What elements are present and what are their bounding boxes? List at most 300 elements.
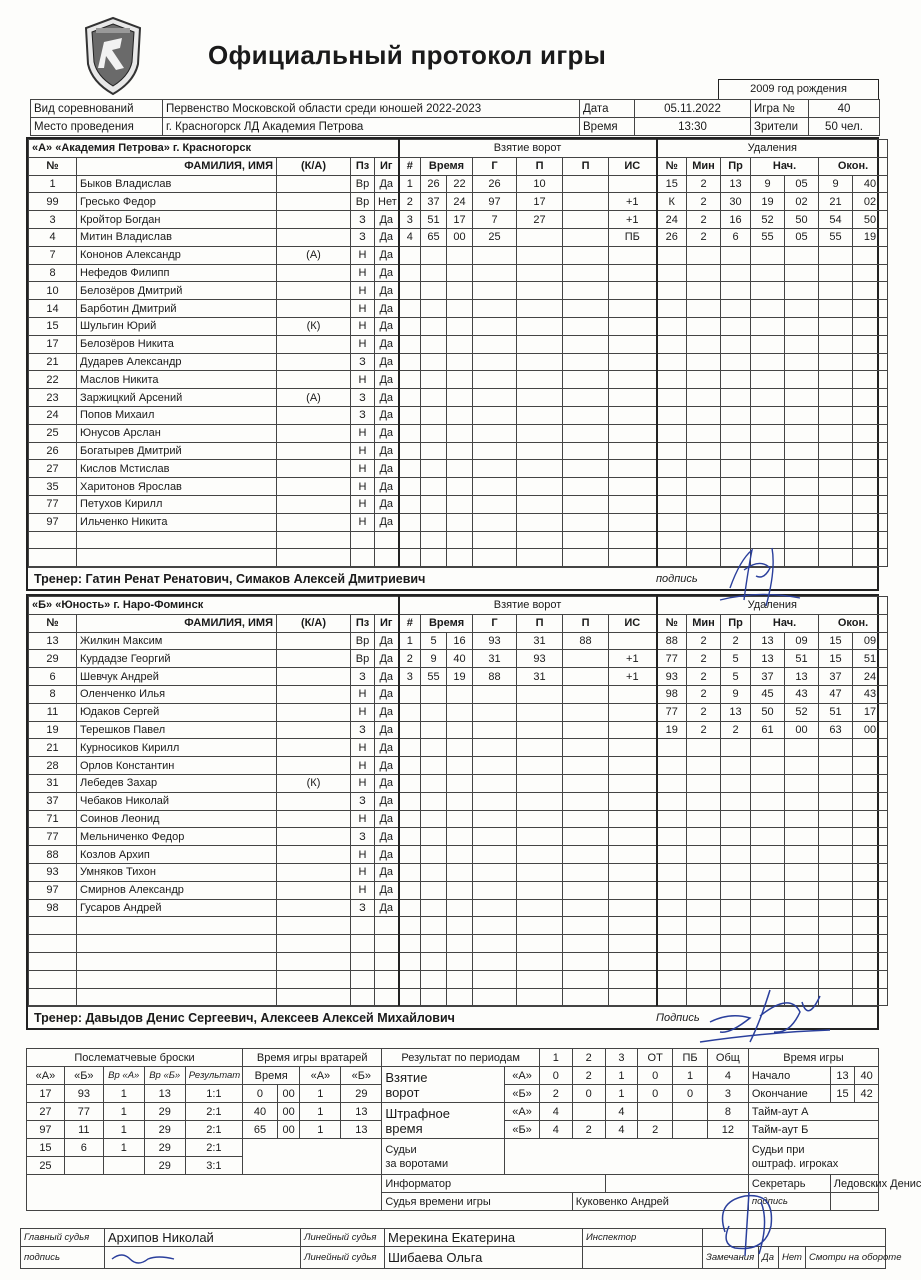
goal-second <box>447 988 473 1006</box>
goal-assist-1 <box>517 810 563 828</box>
goal-assist-1 <box>517 917 563 935</box>
goal-assist-1: 27 <box>517 211 563 229</box>
player-captain-mark <box>277 899 351 917</box>
player-number: 77 <box>29 828 77 846</box>
player-played: Да <box>375 460 399 478</box>
goal-assist-1 <box>517 757 563 775</box>
goal-assist-1 <box>517 371 563 389</box>
penalty-minutes <box>687 952 721 970</box>
player-name: Митин Владислав <box>77 228 277 246</box>
penalty-start-sec <box>785 460 819 478</box>
player-name: Гресько Федор <box>77 193 277 211</box>
penalty-end-sec <box>853 757 888 775</box>
penalty-player <box>657 863 687 881</box>
penalty-start-sec <box>785 442 819 460</box>
goal-situation <box>609 970 657 988</box>
table-row <box>29 792 888 810</box>
penalty-reason <box>721 863 751 881</box>
penalty-start-min <box>751 952 785 970</box>
goal-minute <box>421 317 447 335</box>
player-position <box>351 952 375 970</box>
coach-signature-label: подпись <box>656 573 698 586</box>
penalty-end-min: 63 <box>819 721 853 739</box>
penalty-end-min: 15 <box>819 632 853 650</box>
table-row <box>29 650 888 668</box>
penalty-end-sec <box>853 863 888 881</box>
goal-number: 1 <box>399 632 421 650</box>
table-row <box>29 406 888 424</box>
penalty-end-min: 51 <box>819 703 853 721</box>
goal-second <box>447 317 473 335</box>
player-played: Да <box>375 371 399 389</box>
goal-assist-1 <box>517 846 563 864</box>
penalties-section-header: Удаления <box>657 597 888 615</box>
goal-scorer <box>473 685 517 703</box>
penalty-reason: 2 <box>721 632 751 650</box>
penalty-minutes: 2 <box>687 211 721 229</box>
player-position: Н <box>351 246 375 264</box>
player-number: 4 <box>29 228 77 246</box>
player-played: Да <box>375 478 399 496</box>
goal-situation <box>609 792 657 810</box>
penalty-start-sec <box>785 264 819 282</box>
penalty-player <box>657 935 687 953</box>
penalty-reason <box>721 264 751 282</box>
penalty-player <box>657 881 687 899</box>
penalty-minutes <box>687 317 721 335</box>
penalty-start-sec: 00 <box>785 721 819 739</box>
player-position: Н <box>351 282 375 300</box>
penalty-start-min: 19 <box>751 193 785 211</box>
penalty-end-sec <box>853 774 888 792</box>
penalty-start-min <box>751 792 785 810</box>
pim-b-ot: 2 <box>638 1121 673 1139</box>
table-row <box>29 228 888 246</box>
shootout-cell: 1 <box>103 1085 144 1103</box>
penalty-reason: 2 <box>721 721 751 739</box>
date-value: 05.11.2022 <box>635 100 751 118</box>
penalty-start-min: 37 <box>751 668 785 686</box>
penalty-reason <box>721 282 751 300</box>
player-played: Да <box>375 335 399 353</box>
table-row <box>29 810 888 828</box>
col-assist-2: П <box>563 157 609 175</box>
end-label: Окончание <box>748 1085 830 1103</box>
penalty-reason: 9 <box>721 685 751 703</box>
player-played: Да <box>375 442 399 460</box>
shootout-cell: 29 <box>144 1157 185 1175</box>
penalty-end-min <box>819 264 853 282</box>
col-situation: ИС <box>609 614 657 632</box>
col-penalty-start: Нач. <box>751 157 819 175</box>
goalie-cell: 00 <box>277 1103 300 1121</box>
goal-second <box>447 495 473 513</box>
goal-assist-2 <box>563 721 609 739</box>
goal-assist-2 <box>563 739 609 757</box>
penalty-start-min <box>751 846 785 864</box>
goal-situation <box>609 300 657 318</box>
col-penalty-number: № <box>657 157 687 175</box>
player-position: Н <box>351 739 375 757</box>
penalty-player <box>657 353 687 371</box>
penalty-end-min: 21 <box>819 193 853 211</box>
goal-scorer <box>473 792 517 810</box>
goal-minute: 26 <box>421 175 447 193</box>
goal-situation <box>609 460 657 478</box>
penalty-player <box>657 317 687 335</box>
goal-number <box>399 335 421 353</box>
goal-minute <box>421 353 447 371</box>
col-position: Пз <box>351 157 375 175</box>
goal-scorer <box>473 810 517 828</box>
penalty-start-sec: 50 <box>785 211 819 229</box>
goal-number <box>399 246 421 264</box>
penalty-start-sec <box>785 424 819 442</box>
player-number: 3 <box>29 211 77 229</box>
player-name: Курносиков Кирилл <box>77 739 277 757</box>
penalty-player <box>657 988 687 1006</box>
col-name: ФАМИЛИЯ, ИМЯ <box>77 157 277 175</box>
goal-assist-1 <box>517 531 563 549</box>
goal-assist-2 <box>563 264 609 282</box>
penalty-player: 26 <box>657 228 687 246</box>
penalty-start-sec <box>785 810 819 828</box>
goal-second <box>447 757 473 775</box>
penalty-start-min <box>751 881 785 899</box>
player-position: Н <box>351 881 375 899</box>
goal-assist-2 <box>563 970 609 988</box>
goal-assist-2 <box>563 935 609 953</box>
penalty-minutes <box>687 495 721 513</box>
player-captain-mark <box>277 935 351 953</box>
penalty-end-min <box>819 549 853 567</box>
shootout-cell: 97 <box>27 1121 65 1139</box>
penalty-minutes <box>687 881 721 899</box>
referee-signature-label: подпись <box>21 1247 105 1269</box>
goal-scorer <box>473 424 517 442</box>
penalty-reason <box>721 353 751 371</box>
goal-number <box>399 460 421 478</box>
player-name: Юнусов Арслан <box>77 424 277 442</box>
penalty-end-sec <box>853 317 888 335</box>
goal-assist-1 <box>517 389 563 407</box>
referee-label: Главный судья <box>21 1229 105 1247</box>
goal-assist-2 <box>563 193 609 211</box>
penalty-end-min: 9 <box>819 175 853 193</box>
player-name <box>77 531 277 549</box>
penalty-start-sec <box>785 881 819 899</box>
player-captain-mark <box>277 513 351 531</box>
goal-second <box>447 478 473 496</box>
penalty-start-sec <box>785 917 819 935</box>
table-row <box>29 211 888 229</box>
penalty-start-min <box>751 282 785 300</box>
goal-scorer <box>473 952 517 970</box>
player-position <box>351 970 375 988</box>
table-row <box>29 863 888 881</box>
player-position: Н <box>351 335 375 353</box>
penalty-start-sec <box>785 406 819 424</box>
player-number: 35 <box>29 478 77 496</box>
penalty-start-min <box>751 460 785 478</box>
player-name <box>77 935 277 953</box>
penalty-reason <box>721 899 751 917</box>
pim-row-label: Штрафное время <box>382 1103 505 1139</box>
penalty-end-min: 47 <box>819 685 853 703</box>
shootout-cell: 6 <box>64 1139 103 1157</box>
goal-assist-1 <box>517 988 563 1006</box>
goal-situation <box>609 389 657 407</box>
player-captain-mark <box>277 632 351 650</box>
player-played: Да <box>375 246 399 264</box>
goal-number <box>399 406 421 424</box>
goal-assist-2 <box>563 478 609 496</box>
penalty-minutes <box>687 757 721 775</box>
player-position <box>351 917 375 935</box>
penalty-reason: 30 <box>721 193 751 211</box>
goal-assist-1 <box>517 952 563 970</box>
player-captain-mark <box>277 282 351 300</box>
player-played: Да <box>375 211 399 229</box>
player-played: Да <box>375 353 399 371</box>
player-captain-mark <box>277 828 351 846</box>
penalty-end-min <box>819 846 853 864</box>
goal-situation <box>609 774 657 792</box>
penalty-player <box>657 513 687 531</box>
player-number <box>29 970 77 988</box>
pim-team-b: «Б» <box>505 1121 540 1139</box>
goal-number: 2 <box>399 193 421 211</box>
signature-icon <box>705 1182 795 1262</box>
penalty-end-min: 55 <box>819 228 853 246</box>
penalty-reason <box>721 317 751 335</box>
timekeeper-signature <box>830 1193 878 1211</box>
goal-assist-1: 93 <box>517 650 563 668</box>
player-number: 97 <box>29 881 77 899</box>
shootout-cell: 2:1 <box>185 1103 242 1121</box>
player-position: Н <box>351 424 375 442</box>
penalty-end-sec <box>853 424 888 442</box>
penalty-end-min <box>819 282 853 300</box>
shootout-cell: 1 <box>103 1103 144 1121</box>
player-position <box>351 531 375 549</box>
goal-assist-2 <box>563 757 609 775</box>
goalie-cell: 13 <box>341 1121 382 1139</box>
goal-assist-2 <box>563 703 609 721</box>
goal-minute <box>421 424 447 442</box>
penalty-end-sec <box>853 389 888 407</box>
penalty-end-sec: 51 <box>853 650 888 668</box>
col-penalty-minutes: Мин <box>687 157 721 175</box>
col-penalty-end: Окон. <box>819 157 888 175</box>
goal-assist-1 <box>517 549 563 567</box>
goal-assist-1 <box>517 863 563 881</box>
penalty-end-min <box>819 478 853 496</box>
penalty-player: 77 <box>657 703 687 721</box>
penalty-start-min <box>751 317 785 335</box>
time-label: Время <box>580 118 635 136</box>
penalty-start-sec <box>785 371 819 389</box>
col-penalty-number: № <box>657 614 687 632</box>
goal-second <box>447 531 473 549</box>
goalie-col-time: Время <box>243 1067 300 1085</box>
player-played: Да <box>375 175 399 193</box>
goals-section-header: Взятие ворот <box>399 597 657 615</box>
goal-minute: 65 <box>421 228 447 246</box>
player-played: Да <box>375 513 399 531</box>
goal-scorer <box>473 721 517 739</box>
goal-minute <box>421 828 447 846</box>
player-number: 8 <box>29 685 77 703</box>
player-played: Да <box>375 650 399 668</box>
penalty-end-min <box>819 863 853 881</box>
goal-situation <box>609 810 657 828</box>
goal-assist-1 <box>517 442 563 460</box>
goal-assist-1 <box>517 424 563 442</box>
player-number <box>29 549 77 567</box>
player-played: Да <box>375 406 399 424</box>
shootout-col-a: «А» <box>27 1067 65 1085</box>
player-position: Н <box>351 495 375 513</box>
period-col-2: 2 <box>572 1049 605 1067</box>
goal-scorer <box>473 531 517 549</box>
goal-assist-1 <box>517 881 563 899</box>
goal-second <box>447 549 473 567</box>
penalty-minutes <box>687 917 721 935</box>
player-played: Да <box>375 282 399 300</box>
penalty-end-sec <box>853 371 888 389</box>
col-penalty-end: Окон. <box>819 614 888 632</box>
goal-scorer <box>473 495 517 513</box>
goal-scorer <box>473 442 517 460</box>
goal-situation <box>609 442 657 460</box>
goal-situation <box>609 917 657 935</box>
end-hour: 15 <box>830 1085 855 1103</box>
goal-second <box>447 335 473 353</box>
goal-minute <box>421 685 447 703</box>
goal-scorer <box>473 246 517 264</box>
goal-assist-2 <box>563 353 609 371</box>
penalty-start-min: 13 <box>751 650 785 668</box>
penalty-start-sec <box>785 952 819 970</box>
penalty-start-min <box>751 246 785 264</box>
periods-header: Результат по периодам <box>382 1049 540 1067</box>
goal-minute <box>421 282 447 300</box>
player-played <box>375 935 399 953</box>
goal-second <box>447 371 473 389</box>
player-played: Да <box>375 389 399 407</box>
table-row <box>29 495 888 513</box>
penalty-end-sec: 24 <box>853 668 888 686</box>
goal-situation <box>609 282 657 300</box>
goal-scorer <box>473 353 517 371</box>
goal-situation <box>609 828 657 846</box>
goal-situation <box>609 424 657 442</box>
goals-b-total: 3 <box>707 1085 748 1103</box>
penalty-end-sec <box>853 935 888 953</box>
penalties-section-header: Удаления <box>657 140 888 158</box>
linesman-2-label: Линейный судья <box>301 1247 385 1269</box>
goal-assist-2 <box>563 899 609 917</box>
table-row <box>29 353 888 371</box>
player-captain-mark <box>277 300 351 318</box>
shootout-cell: 93 <box>64 1085 103 1103</box>
goal-minute <box>421 389 447 407</box>
signature-icon <box>108 1247 178 1265</box>
player-number: 14 <box>29 300 77 318</box>
goal-second <box>447 389 473 407</box>
player-played: Да <box>375 792 399 810</box>
goal-situation <box>609 264 657 282</box>
penalty-start-sec: 43 <box>785 685 819 703</box>
penalty-reason <box>721 810 751 828</box>
goal-number <box>399 828 421 846</box>
player-captain-mark <box>277 703 351 721</box>
player-played <box>375 988 399 1006</box>
col-goal-number: # <box>399 157 421 175</box>
goal-situation <box>609 531 657 549</box>
coach-names: Тренер: Давыдов Денис Сергеевич, Алексеев Алексей Михайлович <box>34 1011 455 1026</box>
venue-label: Место проведения <box>31 118 163 136</box>
penalty-reason <box>721 495 751 513</box>
player-played: Да <box>375 828 399 846</box>
goal-assist-1 <box>517 460 563 478</box>
goal-second <box>447 917 473 935</box>
goal-assist-1 <box>517 353 563 371</box>
goal-assist-1 <box>517 792 563 810</box>
goal-minute <box>421 739 447 757</box>
table-row <box>29 952 888 970</box>
player-position: Н <box>351 685 375 703</box>
player-number: 1 <box>29 175 77 193</box>
player-name: Нефедов Филипп <box>77 264 277 282</box>
player-position: З <box>351 406 375 424</box>
player-position: З <box>351 389 375 407</box>
shootout-cell: 27 <box>27 1103 65 1121</box>
table-row <box>27 1139 879 1157</box>
goals-b-p1: 2 <box>539 1085 572 1103</box>
table-row <box>29 935 888 953</box>
goal-assist-2 <box>563 246 609 264</box>
player-number: 37 <box>29 792 77 810</box>
shootout-cell <box>103 1157 144 1175</box>
goal-assist-2 <box>563 917 609 935</box>
goal-number <box>399 721 421 739</box>
player-number: 99 <box>29 193 77 211</box>
goals-row-label: Взятие ворот <box>382 1067 505 1103</box>
penalty-end-min <box>819 317 853 335</box>
penalty-end-sec: 17 <box>853 703 888 721</box>
col-penalty-minutes: Мин <box>687 614 721 632</box>
goal-minute <box>421 246 447 264</box>
player-number: 77 <box>29 495 77 513</box>
player-name <box>77 988 277 1006</box>
penalty-player: 77 <box>657 650 687 668</box>
penalty-minutes <box>687 389 721 407</box>
player-number: 26 <box>29 442 77 460</box>
penalty-player: 19 <box>657 721 687 739</box>
goal-minute <box>421 757 447 775</box>
goalie-cell: 13 <box>341 1103 382 1121</box>
timekeeper-signature-label: подпись <box>748 1193 830 1211</box>
penalty-start-sec <box>785 774 819 792</box>
goal-assist-2 <box>563 317 609 335</box>
goal-scorer <box>473 371 517 389</box>
player-number: 17 <box>29 335 77 353</box>
player-position: Н <box>351 774 375 792</box>
goal-second <box>447 881 473 899</box>
penalty-minutes <box>687 899 721 917</box>
